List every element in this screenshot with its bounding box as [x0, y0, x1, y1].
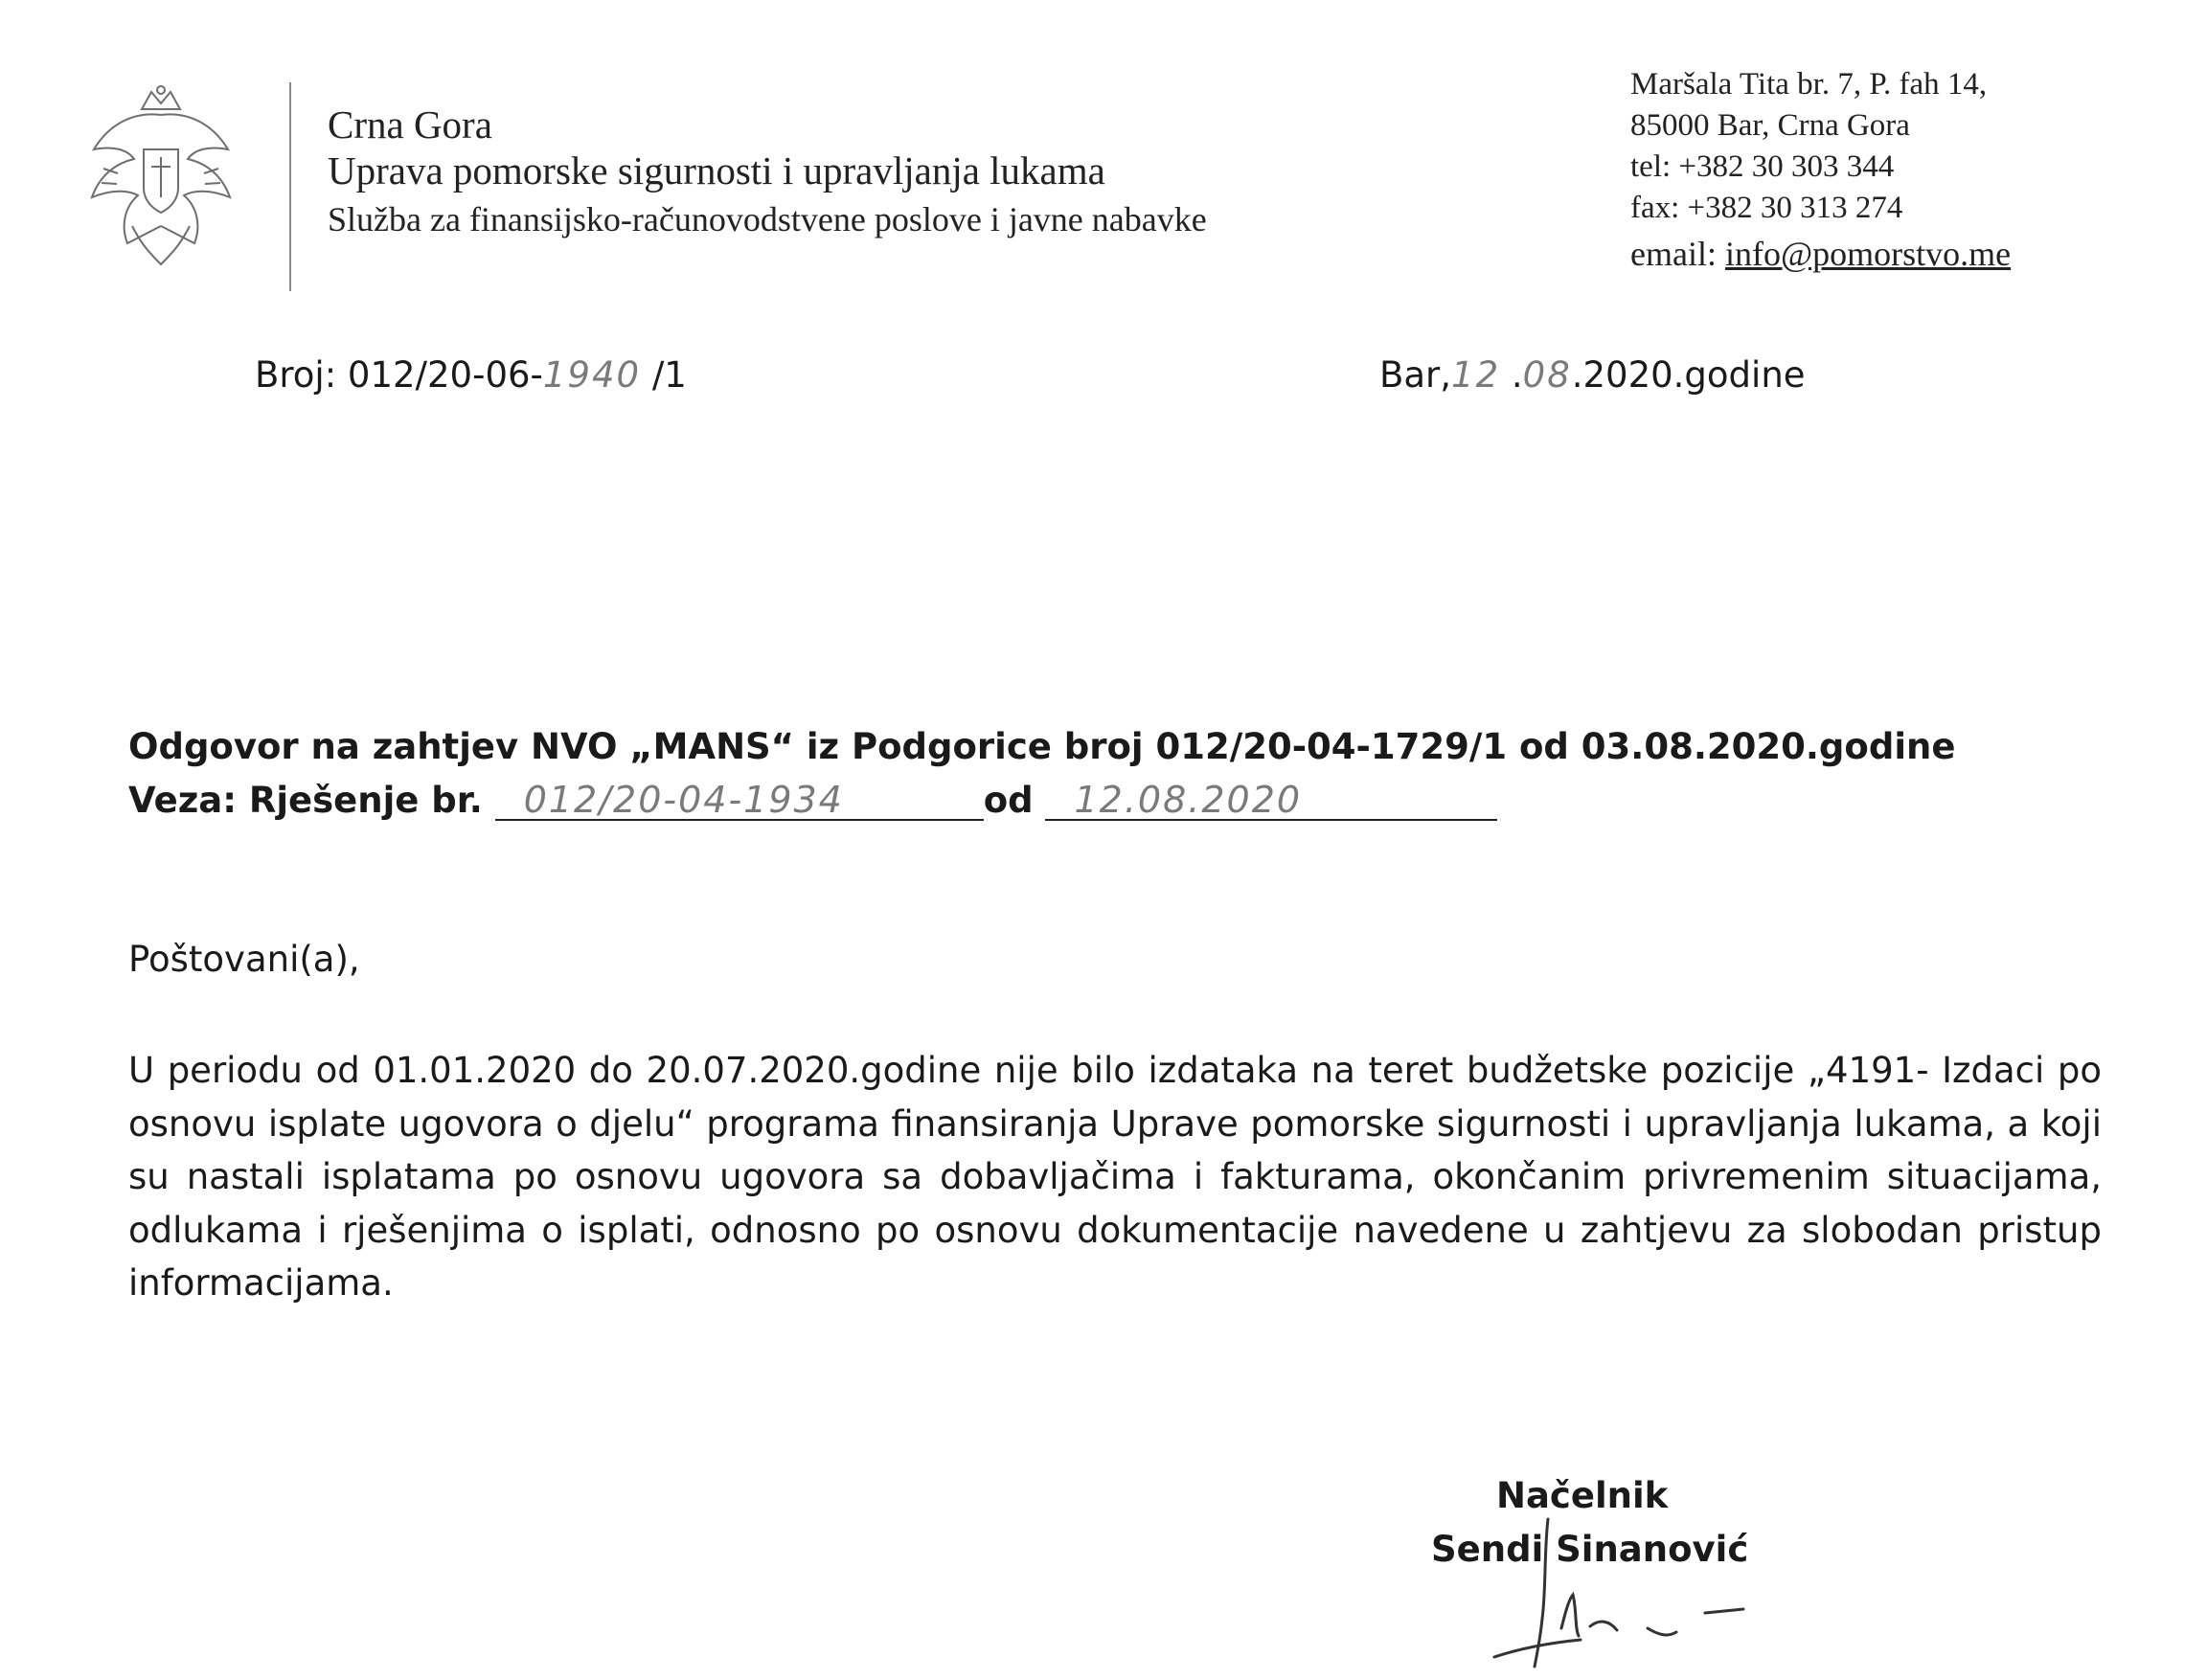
veza-date-handwritten: 12.08.2020	[1074, 779, 1303, 821]
signatory-title: Načelnik	[1496, 1475, 1669, 1516]
date-prefix: Bar,	[1379, 354, 1452, 396]
veza-number-blank	[495, 779, 984, 821]
reference-number	[255, 354, 687, 396]
date-suffix: .2020.godine	[1571, 354, 1806, 396]
address-fax: fax: +382 30 313 274	[1630, 191, 1903, 225]
email-link[interactable]: info@pomorstvo.me	[1724, 235, 2012, 273]
address-street: Maršala Tita br. 7, P. fah 14,	[1630, 67, 1988, 102]
broj-handwritten: 1940	[542, 354, 642, 396]
document-date	[1379, 354, 1806, 396]
date-month-handwritten: 08	[1522, 354, 1572, 396]
signatory-name: Sendi Sinanović	[1431, 1529, 1749, 1570]
date-day-handwritten: 12	[1451, 354, 1501, 396]
letterhead-country: Crna Gora	[328, 102, 492, 147]
date-separator: .	[1511, 354, 1523, 396]
email-label: email:	[1630, 235, 1717, 273]
broj-suffix: /1	[651, 354, 687, 396]
veza-number-handwritten: 012/20-04-1934	[523, 779, 844, 821]
veza-date-blank	[1045, 779, 1497, 821]
letterhead-divider	[289, 82, 291, 291]
subject-line: Odgovor na zahtjev NVO „MANS“ iz Podgorice broj 012/20-04-1729/1 od 03.08.2020.godine	[128, 726, 1956, 767]
od-label: od	[983, 780, 1034, 821]
body-paragraph: U periodu od 01.01.2020 do 20.07.2020.godine nije bilo izdataka na teret budžetske pozicije „4191- Izdaci po osnovu isplate ugovora o djelu“ programa finansiranja Uprave pomorske sigurnosti i upravljanja lukama, a koji su nastali isplatama po osnovu ugovora sa dobavljačima i fakturama, okončanim privremenim situacijama, odlukama i rješenjima o isplati, odnosno po osnovu dokumentacije navedene u zahtjevu za slobodan pristup informacijama.	[128, 1050, 2102, 1304]
letterhead-organization: Uprava pomorske sigurnosti i upravljanja lukama	[328, 148, 1105, 193]
veza-label: Veza: Rješenje br.	[128, 780, 483, 821]
letterhead-department: Služba za finansijsko-računovodstvene poslove i javne nabavke	[328, 200, 1207, 238]
address-email-row	[1630, 234, 2011, 274]
address-tel: tel: +382 30 303 344	[1630, 149, 1895, 184]
salutation: Poštovani(a),	[128, 939, 360, 980]
coat-of-arms-emblem	[75, 82, 247, 274]
veza-line	[128, 780, 1497, 821]
handwritten-signature	[1456, 1513, 1763, 1676]
address-city: 85000 Bar, Crna Gora	[1630, 108, 1910, 143]
broj-prefix: Broj: 012/20-06-	[255, 354, 543, 396]
